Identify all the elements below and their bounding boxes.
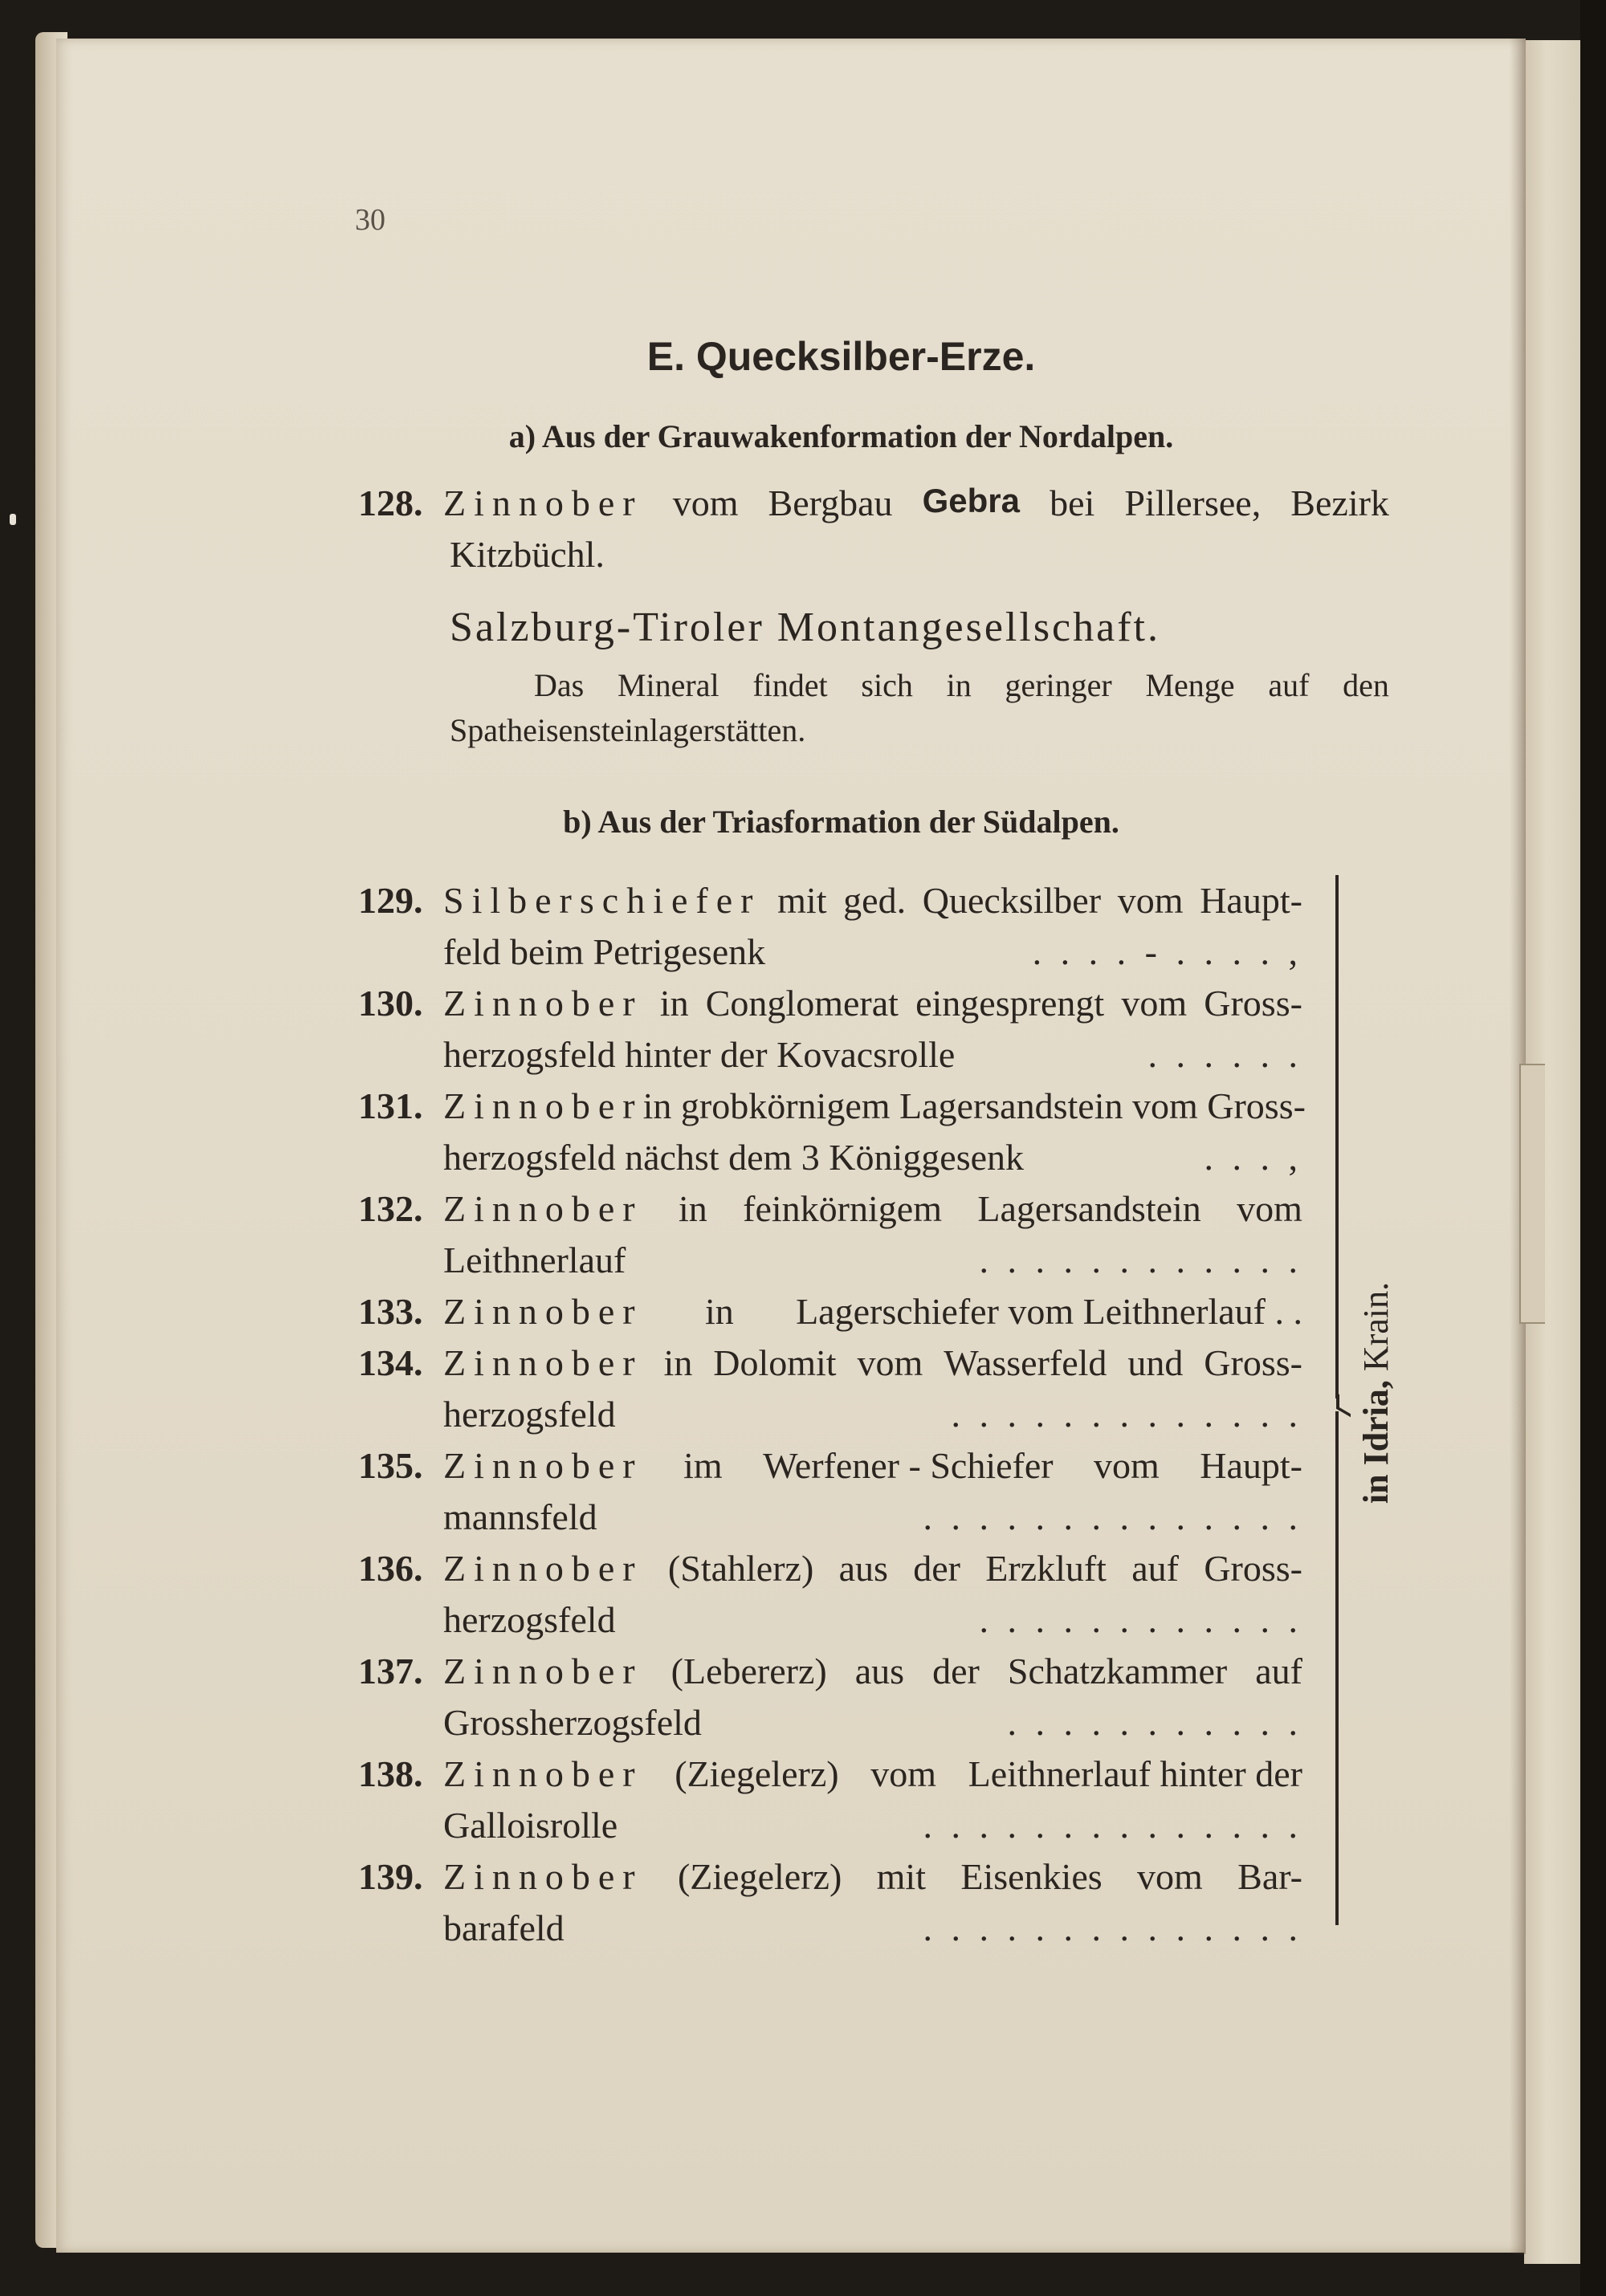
word: vom bbox=[857, 1342, 923, 1383]
dot-leader: . . . . . . . . . . . . bbox=[979, 1240, 1302, 1280]
word: der bbox=[913, 1548, 960, 1589]
page-tab bbox=[1519, 1064, 1545, 1324]
word: der bbox=[932, 1651, 980, 1691]
word: ged. bbox=[843, 880, 907, 921]
entry-line2-text: feld beim Petrigesenk bbox=[443, 931, 766, 972]
entry-line1 bbox=[443, 1851, 1302, 1903]
entry-number: 128. bbox=[358, 482, 423, 523]
dot-leader: . . . . . . . . . . . . . bbox=[951, 1394, 1302, 1435]
word: auf bbox=[1255, 1651, 1302, 1691]
word: auf bbox=[1268, 667, 1310, 703]
word: in bbox=[704, 1291, 734, 1332]
word: Gebra bbox=[922, 482, 1020, 519]
dot-leader: . . . , bbox=[1204, 1137, 1302, 1178]
entry-number: 138. bbox=[358, 1753, 423, 1794]
word: sich bbox=[861, 667, 913, 703]
dot-leader: . . . . . . . . . . . . bbox=[979, 1599, 1302, 1640]
entry-line1 bbox=[443, 1748, 1302, 1800]
word: Bar- bbox=[1237, 1856, 1302, 1897]
word: Mineral bbox=[617, 667, 719, 703]
note-line1 bbox=[534, 666, 1389, 704]
word: mit bbox=[876, 1856, 926, 1897]
entry-line2-text: herzogsfeld bbox=[443, 1599, 616, 1640]
entry-line2-text: Leithnerlauf bbox=[443, 1240, 626, 1280]
word: in grobkörnigem Lagersandstein vom Gross- bbox=[642, 1085, 1306, 1126]
dot-leader: . . . . . . bbox=[1147, 1034, 1302, 1075]
word: (Ziegelerz) bbox=[675, 1753, 839, 1794]
entry-term: Zinnober bbox=[443, 1856, 643, 1897]
dot-leader: . . . . . . . . . . . . . . bbox=[923, 1496, 1302, 1537]
entry-line2-text: mannsfeld bbox=[443, 1496, 597, 1537]
word: (Stahlerz) bbox=[667, 1548, 814, 1589]
word: Eisenkies bbox=[960, 1856, 1103, 1897]
entry-128-line1 bbox=[443, 482, 1389, 524]
word: Haupt- bbox=[1200, 1445, 1302, 1486]
entry-number: 133. bbox=[358, 1291, 423, 1332]
word: in bbox=[659, 983, 689, 1024]
word: Erzkluft bbox=[985, 1548, 1107, 1589]
word: Haupt- bbox=[1200, 880, 1302, 921]
word: Gross- bbox=[1204, 1548, 1302, 1589]
word: Schatzkammer bbox=[1007, 1651, 1228, 1691]
entry-line2-text: Galloisrolle bbox=[443, 1805, 618, 1846]
word: in bbox=[679, 1188, 707, 1229]
word: Bergbau bbox=[768, 482, 893, 523]
entry-line2-text: barafeld bbox=[443, 1907, 565, 1948]
word: vom bbox=[1094, 1445, 1160, 1486]
bracket-upper bbox=[1335, 875, 1339, 1398]
location-label-bold: in Idria, bbox=[1356, 1380, 1396, 1504]
word: und bbox=[1127, 1342, 1184, 1383]
word: in bbox=[946, 667, 972, 703]
entry-line2-text: Grossherzogsfeld bbox=[443, 1702, 702, 1743]
word: Dolomit bbox=[713, 1342, 837, 1383]
entry-line1 bbox=[443, 1337, 1302, 1389]
word: vom bbox=[1137, 1856, 1203, 1897]
entry-line2 bbox=[443, 1800, 1302, 1851]
entry-term: Zinnober bbox=[443, 1291, 643, 1332]
word: den bbox=[1343, 667, 1389, 703]
entry-term: Zinnober bbox=[443, 1188, 643, 1229]
word: (Lebererz) bbox=[671, 1651, 827, 1691]
entry-term: Zinnober bbox=[443, 482, 643, 523]
word: auf bbox=[1131, 1548, 1180, 1589]
entry-number: 129. bbox=[358, 880, 423, 921]
entry-line1 bbox=[443, 1286, 1302, 1337]
entry-term: Zinnober bbox=[443, 1753, 643, 1794]
word: Das bbox=[534, 667, 585, 703]
note-line2: Spatheisensteinlagerstätten. bbox=[450, 712, 806, 748]
entry-number: 130. bbox=[358, 983, 423, 1024]
location-label bbox=[1355, 1224, 1404, 1561]
word: Bezirk bbox=[1290, 482, 1389, 523]
firm-name: Salzburg-Tiroler Montangesellschaft. bbox=[450, 605, 1160, 650]
edge-marker bbox=[10, 514, 16, 525]
word: mit bbox=[777, 880, 827, 921]
entry-term: Zinnober bbox=[443, 983, 643, 1024]
word: Quecksilber bbox=[922, 880, 1102, 921]
entry-number: 139. bbox=[358, 1856, 423, 1897]
word: aus bbox=[838, 1548, 888, 1589]
word: vom bbox=[672, 482, 739, 523]
word: eingesprengt bbox=[915, 983, 1105, 1024]
entry-term: Zinnober bbox=[443, 1548, 643, 1589]
section-b-heading: b) Aus der Triasformation der Südalpen. bbox=[563, 804, 1119, 840]
entry-number: 132. bbox=[358, 1188, 423, 1229]
entry-line2-text: herzogsfeld bbox=[443, 1394, 616, 1435]
location-label-rest: Krain. bbox=[1356, 1281, 1396, 1381]
page-title: E. Quecksilber-Erze. bbox=[646, 334, 1036, 379]
word: Gross- bbox=[1204, 1342, 1302, 1383]
entry-number: 131. bbox=[358, 1085, 423, 1126]
entry-line2-text: herzogsfeld hinter der Kovacsrolle bbox=[443, 1034, 956, 1075]
entry-line2 bbox=[443, 1492, 1302, 1543]
section-a-heading: a) Aus der Grauwakenformation der Nordalpen. bbox=[508, 418, 1174, 454]
word: vom bbox=[1121, 983, 1188, 1024]
entry-line2 bbox=[443, 1903, 1302, 1954]
entry-line2 bbox=[443, 1235, 1302, 1286]
word: in bbox=[663, 1342, 693, 1383]
entry-line2 bbox=[443, 1389, 1302, 1440]
entry-line2 bbox=[443, 1132, 1302, 1183]
entry-line1 bbox=[443, 1440, 1302, 1492]
entry-128-line2: Kitzbüchl. bbox=[450, 534, 605, 575]
bracket-lower bbox=[1335, 1411, 1339, 1925]
word: findet bbox=[752, 667, 828, 703]
entry-term: Zinnober bbox=[443, 1651, 643, 1691]
word: geringer bbox=[1005, 667, 1112, 703]
entry-number: 135. bbox=[358, 1445, 423, 1486]
entry-line2 bbox=[443, 926, 1302, 978]
entry-line2 bbox=[443, 1594, 1302, 1646]
word: (Ziegelerz) bbox=[677, 1856, 842, 1897]
word: vom bbox=[1117, 880, 1184, 921]
entry-number: 137. bbox=[358, 1651, 423, 1691]
word: Werfener - Schiefer bbox=[763, 1445, 1054, 1486]
page-number: 30 bbox=[355, 203, 385, 237]
word: im bbox=[683, 1445, 723, 1486]
word: bei bbox=[1050, 482, 1095, 523]
entry-term: Silberschiefer bbox=[443, 880, 761, 921]
word: Gross- bbox=[1204, 983, 1302, 1024]
entry-line2 bbox=[443, 1029, 1302, 1081]
word: vom bbox=[870, 1753, 936, 1794]
entry-number: 134. bbox=[358, 1342, 423, 1383]
word: vom bbox=[1237, 1188, 1302, 1229]
word: Menge bbox=[1145, 667, 1235, 703]
dot-leader: . . . . . . . . . . . . . . bbox=[923, 1805, 1302, 1846]
entry-number: 136. bbox=[358, 1548, 423, 1589]
entry-line1 bbox=[443, 1543, 1302, 1594]
entry-line1 bbox=[443, 875, 1302, 926]
entry-term: Zinnober bbox=[443, 1342, 643, 1383]
entry-term: Zinnober bbox=[443, 1445, 643, 1486]
entry-line2 bbox=[443, 1697, 1302, 1748]
word: Pillersee, bbox=[1124, 482, 1262, 523]
word: Conglomerat bbox=[705, 983, 899, 1024]
entry-line1 bbox=[443, 1183, 1302, 1235]
word: Lagerschiefer vom Leithnerlauf . . bbox=[796, 1291, 1302, 1332]
dot-leader: . . . . - . . . . , bbox=[1032, 931, 1302, 972]
dot-leader: . . . . . . . . . . . bbox=[1007, 1702, 1302, 1743]
entry-line2-text: herzogsfeld nächst dem 3 Königgesenk bbox=[443, 1137, 1025, 1178]
dot-leader: . . . . . . . . . . . . . . bbox=[923, 1907, 1302, 1948]
word: feinkörnigem bbox=[743, 1188, 942, 1229]
word: Wasserfeld bbox=[944, 1342, 1107, 1383]
entry-line1 bbox=[443, 1081, 1306, 1132]
word: Leithnerlauf hinter der bbox=[968, 1753, 1302, 1794]
entry-term: Zinnober bbox=[443, 1085, 643, 1126]
entry-line1 bbox=[443, 1646, 1302, 1697]
word: Lagersandstein bbox=[977, 1188, 1201, 1229]
entry-line1 bbox=[443, 978, 1302, 1029]
word: aus bbox=[854, 1651, 905, 1691]
